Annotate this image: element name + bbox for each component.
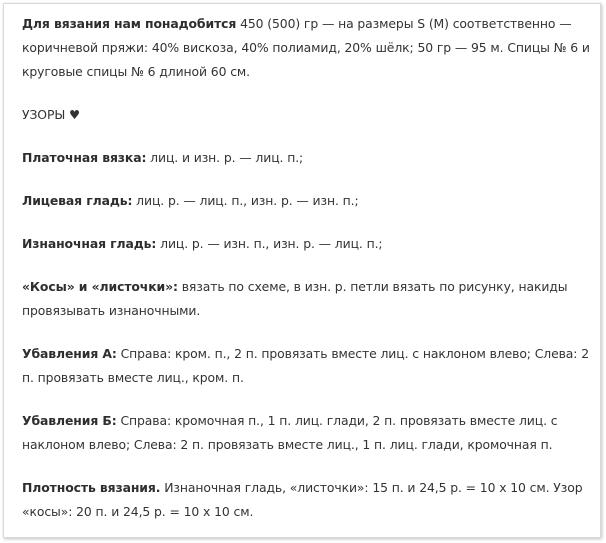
materials-text: 450 (500) гр — на размеры S (M) соответственно — коричневой пряжи: 40% вискоза, 40% полиамид, 20% шёлк; 50 гр — 95 м. Спицы № 6 и круговые спицы № 6 длиной 60 см. xyxy=(22,16,590,79)
pattern-cables-leaves xyxy=(22,275,594,323)
pattern-reverse-stockinette xyxy=(22,232,594,256)
decrease-a xyxy=(22,342,594,390)
decrease-b xyxy=(22,409,594,457)
pattern-text: Изнаночная гладь, «листочки»: 15 п. и 24,5 р. = 10 х 10 см. Узор «косы»: 20 п. и 24,5 р. = 10 х 10 см. xyxy=(22,480,583,519)
pattern-term: Плотность вязания. xyxy=(22,480,161,495)
materials-paragraph xyxy=(22,12,594,84)
pattern-text: лиц. р. — лиц. п., изн. р. — изн. п.; xyxy=(132,193,359,208)
pattern-stockinette xyxy=(22,189,594,213)
pattern-term: «Косы» и «листочки»: xyxy=(22,279,178,294)
document-frame xyxy=(3,3,601,538)
materials-term: Для вязания нам понадобится xyxy=(22,16,237,31)
pattern-term: Платочная вязка: xyxy=(22,150,147,165)
pattern-term: Убавления А: xyxy=(22,346,117,361)
pattern-garter xyxy=(22,146,594,170)
pattern-text: лиц. р. — изн. п., изн. р. — лиц. п.; xyxy=(156,236,383,251)
pattern-term: Лицевая гладь: xyxy=(22,193,133,208)
gauge-paragraph xyxy=(22,476,594,524)
article-body xyxy=(22,12,594,543)
pattern-text: Справа: кром. п., 2 п. провязать вместе лиц. с наклоном влево; Слева: 2 п. провязать вместе лиц., кром. п. xyxy=(22,346,589,385)
pattern-term: Изнаночная гладь: xyxy=(22,236,157,251)
pattern-text: Справа: кромочная п., 1 п. лиц. глади, 2 п. провязать вместе лиц. с наклоном влево; Слева: 2 п. провязать вместе лиц., 1 п. лиц. глади, кромочная п. xyxy=(22,413,558,452)
patterns-heading: УЗОРЫ ♥ xyxy=(22,107,80,122)
pattern-text: вязать по схеме, в изн. р. петли вязать по рисунку, накиды провязывать изнаночными. xyxy=(22,279,568,318)
pattern-term: Убавления Б: xyxy=(22,413,117,428)
pattern-text: лиц. и изн. р. — лиц. п.; xyxy=(146,150,304,165)
